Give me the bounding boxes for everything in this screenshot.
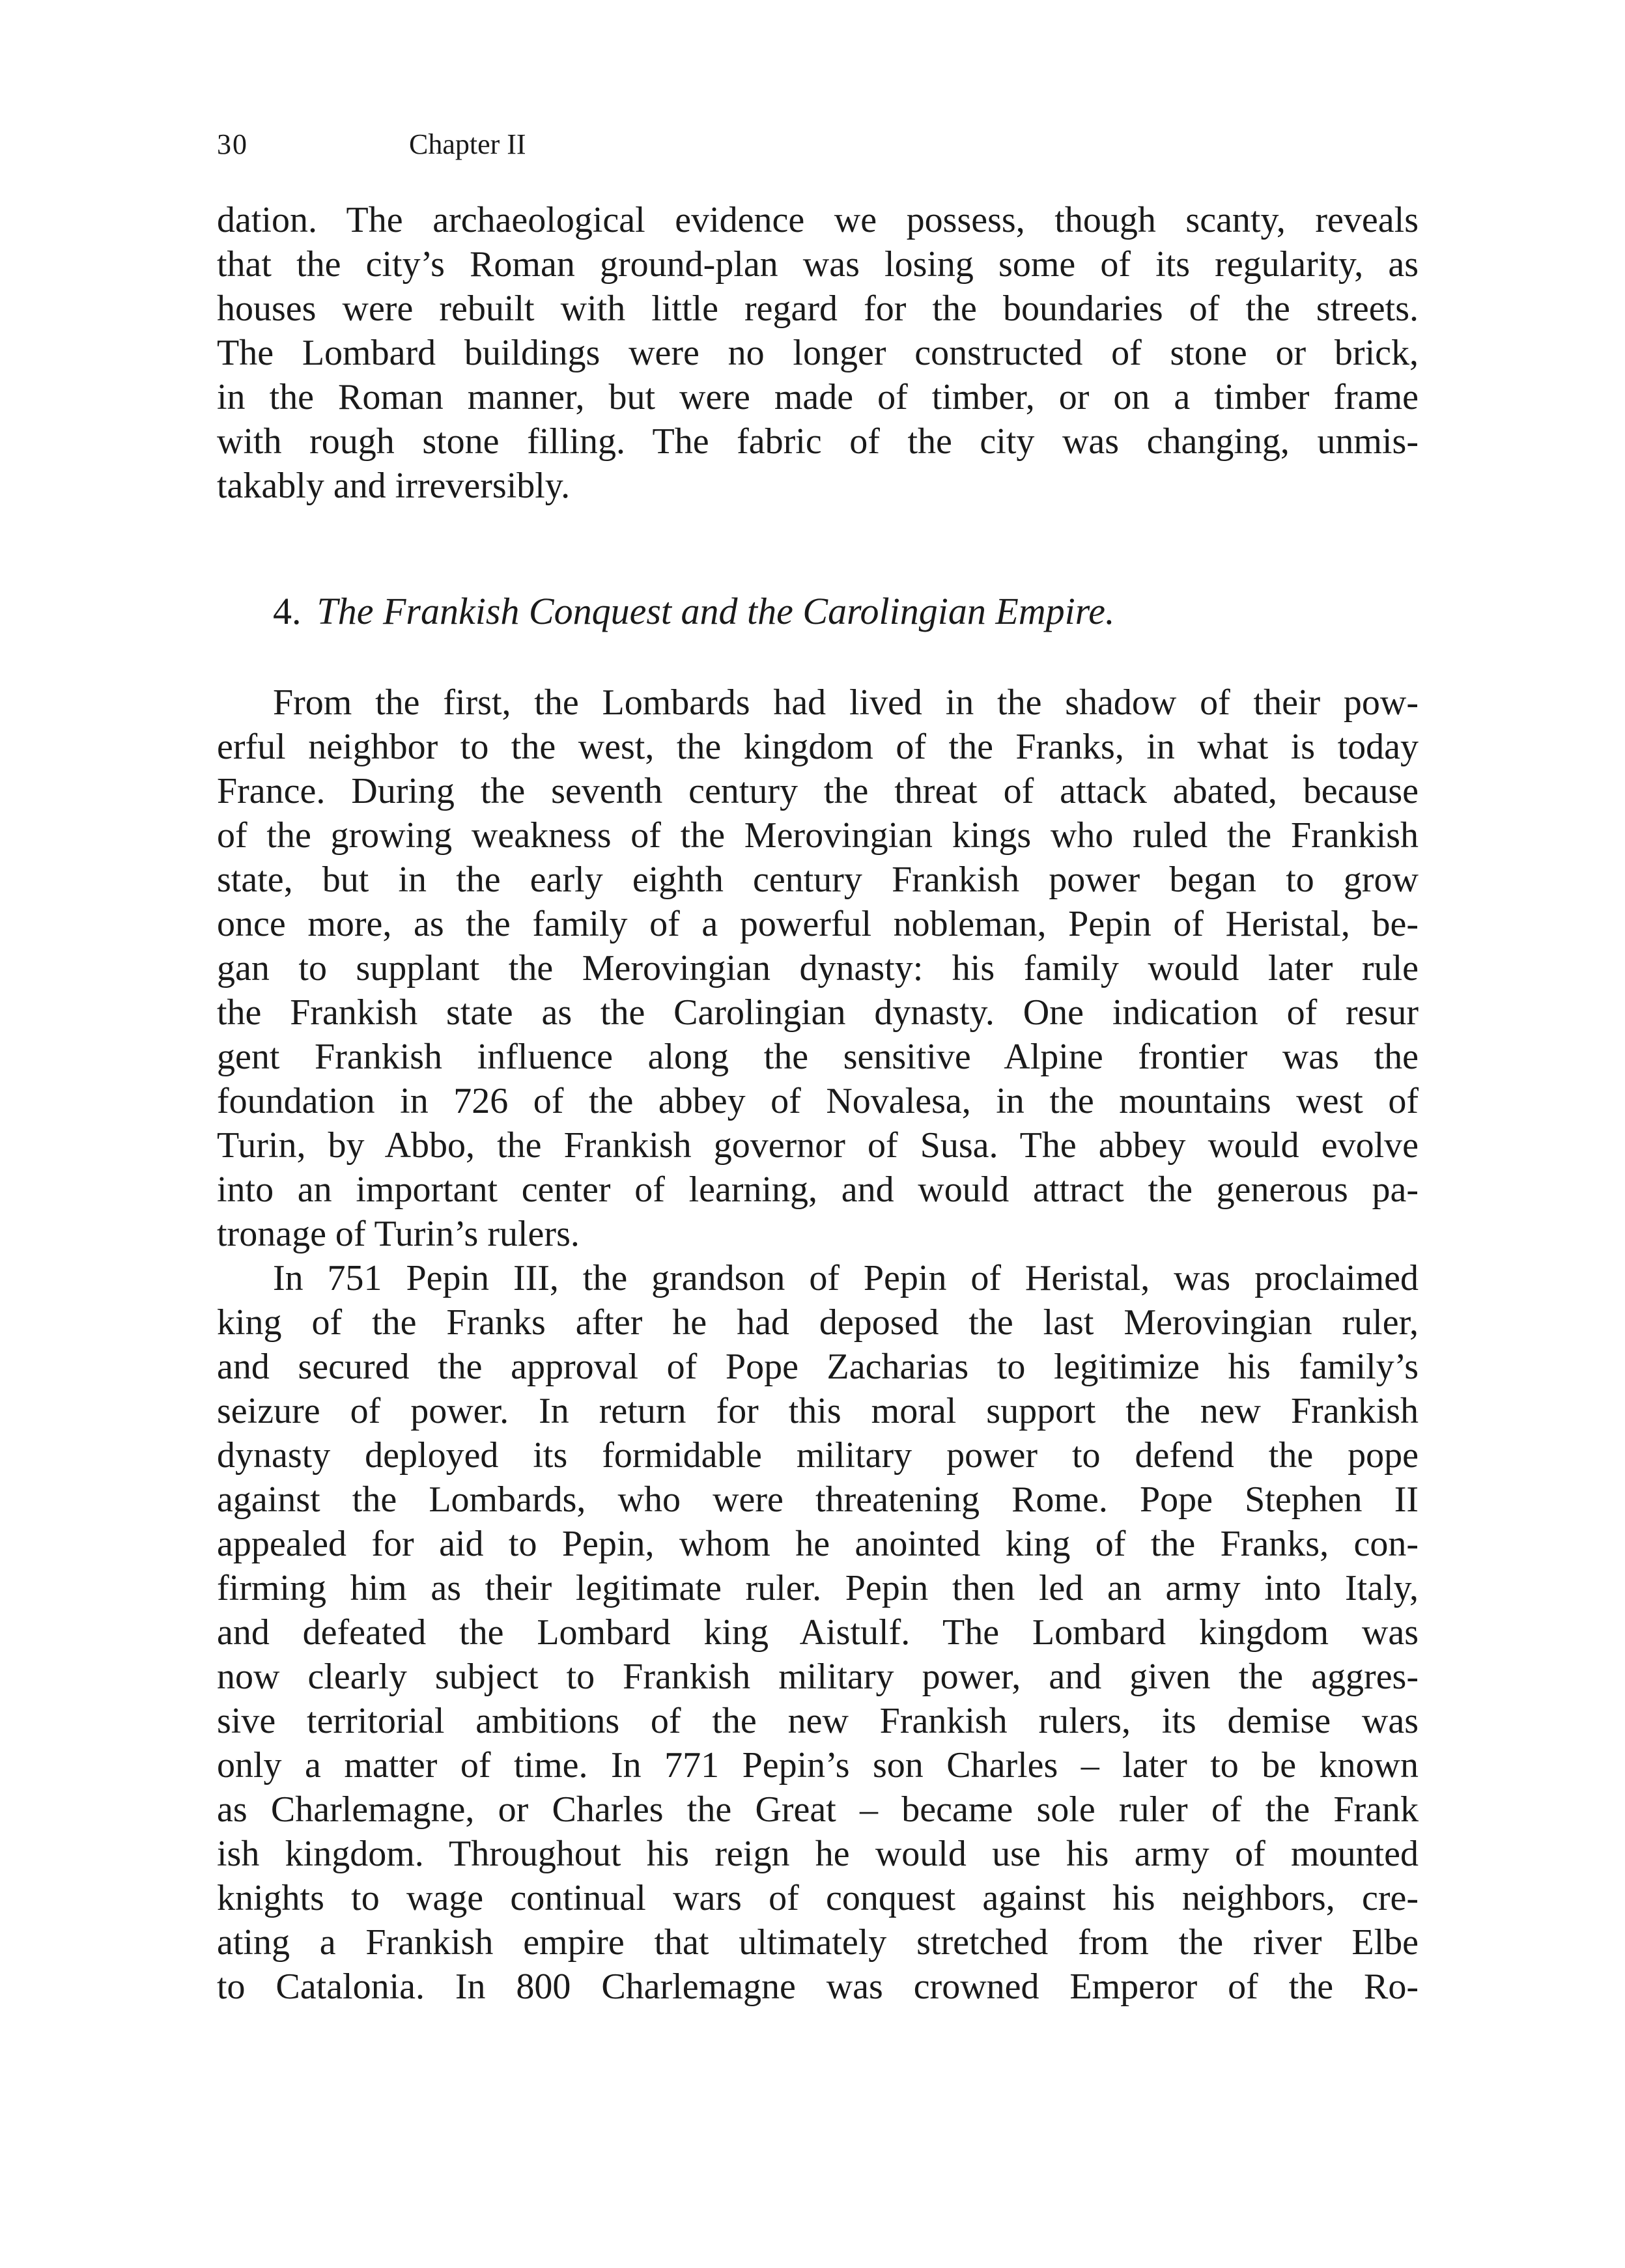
text-line: houses were rebuilt with little regard for the boundaries of the streets. [217, 288, 1419, 329]
text-line: firming him as their legitimate ruler. Pepin then led an army into Italy, [217, 1568, 1419, 1608]
paragraph [217, 1256, 1419, 2009]
text-line: and secured the approval of Pope Zacharias to legitimize his family’s [217, 1347, 1419, 1387]
text-line: tronage of Turin’s rulers. [217, 1214, 580, 1254]
text-line: to Catalonia. In 800 Charlemagne was crowned Emperor of the Ro- [217, 1967, 1419, 2007]
text-line: ating a Frankish empire that ultimately stretched from the river Elbe [217, 1922, 1419, 1963]
page-number: 30 [217, 128, 248, 160]
text-line: as Charlemagne, or Charles the Great – became sole ruler of the Frank [217, 1789, 1419, 1830]
text-line: and defeated the Lombard king Aistulf. The Lombard kingdom was [217, 1612, 1419, 1653]
text-line: once more, as the family of a powerful nobleman, Pepin of Heristal, be- [217, 904, 1419, 944]
text-line: dation. The archaeological evidence we possess, though scanty, reveals [217, 200, 1419, 240]
text-line: state, but in the early eighth century Frankish power began to grow [217, 860, 1419, 900]
text-line: into an important center of learning, and would attract the generous pa- [217, 1169, 1419, 1210]
text-line: In 751 Pepin III, the grandson of Pepin of Heristal, was proclaimed [273, 1258, 1419, 1298]
text-line: takably and irreversibly. [217, 466, 571, 506]
text-line: erful neighbor to the west, the kingdom of the Franks, in what is today [217, 727, 1419, 767]
text-line: knights to wage continual wars of conquest against his neighbors, cre- [217, 1878, 1419, 1918]
section-body [217, 680, 1419, 2009]
text-line: appealed for aid to Pepin, whom he anointed king of the Franks, con- [217, 1524, 1419, 1564]
text-line: now clearly subject to Frankish military power, and given the aggres- [217, 1657, 1419, 1697]
text-line: France. During the seventh century the threat of attack abated, because [217, 771, 1419, 811]
text-line: From the first, the Lombards had lived in the shadow of their pow- [273, 682, 1419, 723]
text-line: The Lombard buildings were no longer constructed of stone or brick, [217, 333, 1419, 373]
section-title: The Frankish Conquest and the Carolingian Empire. [317, 590, 1115, 632]
section-heading [273, 589, 1114, 634]
text-line: gan to supplant the Merovingian dynasty: his family would later rule [217, 948, 1419, 988]
section-number: 4. [273, 590, 302, 632]
paragraph [217, 198, 1419, 508]
paragraph [217, 680, 1419, 1256]
text-line: that the city’s Roman ground-plan was losing some of its regularity, as [217, 244, 1419, 285]
text-line: gent Frankish influence along the sensitive Alpine frontier was the [217, 1037, 1419, 1077]
text-line: against the Lombards, who were threatening Rome. Pope Stephen II [217, 1479, 1419, 1520]
text-line: foundation in 726 of the abbey of Novalesa, in the mountains west of [217, 1081, 1419, 1121]
text-line: seizure of power. In return for this moral support the new Frankish [217, 1391, 1419, 1431]
text-line: of the growing weakness of the Merovingian kings who ruled the Frankish [217, 815, 1419, 856]
text-line: the Frankish state as the Carolingian dynasty. One indication of resur [217, 992, 1419, 1033]
running-head [217, 125, 1422, 164]
chapter-title: Chapter II [409, 128, 526, 160]
text-line: in the Roman manner, but were made of timber, or on a timber frame [217, 377, 1419, 417]
opening-paragraph-block [217, 198, 1419, 508]
text-line: sive territorial ambitions of the new Frankish rulers, its demise was [217, 1701, 1419, 1741]
text-line: dynasty deployed its formidable military power to defend the pope [217, 1435, 1419, 1476]
text-line: king of the Franks after he had deposed the last Merovingian ruler, [217, 1302, 1419, 1343]
text-line: Turin, by Abbo, the Frankish governor of Susa. The abbey would evolve [217, 1125, 1419, 1166]
text-line: only a matter of time. In 771 Pepin’s son Charles – later to be known [217, 1745, 1419, 1785]
text-line: ish kingdom. Throughout his reign he would use his army of mounted [217, 1834, 1419, 1874]
text-line: with rough stone filling. The fabric of the city was changing, unmis- [217, 421, 1419, 462]
